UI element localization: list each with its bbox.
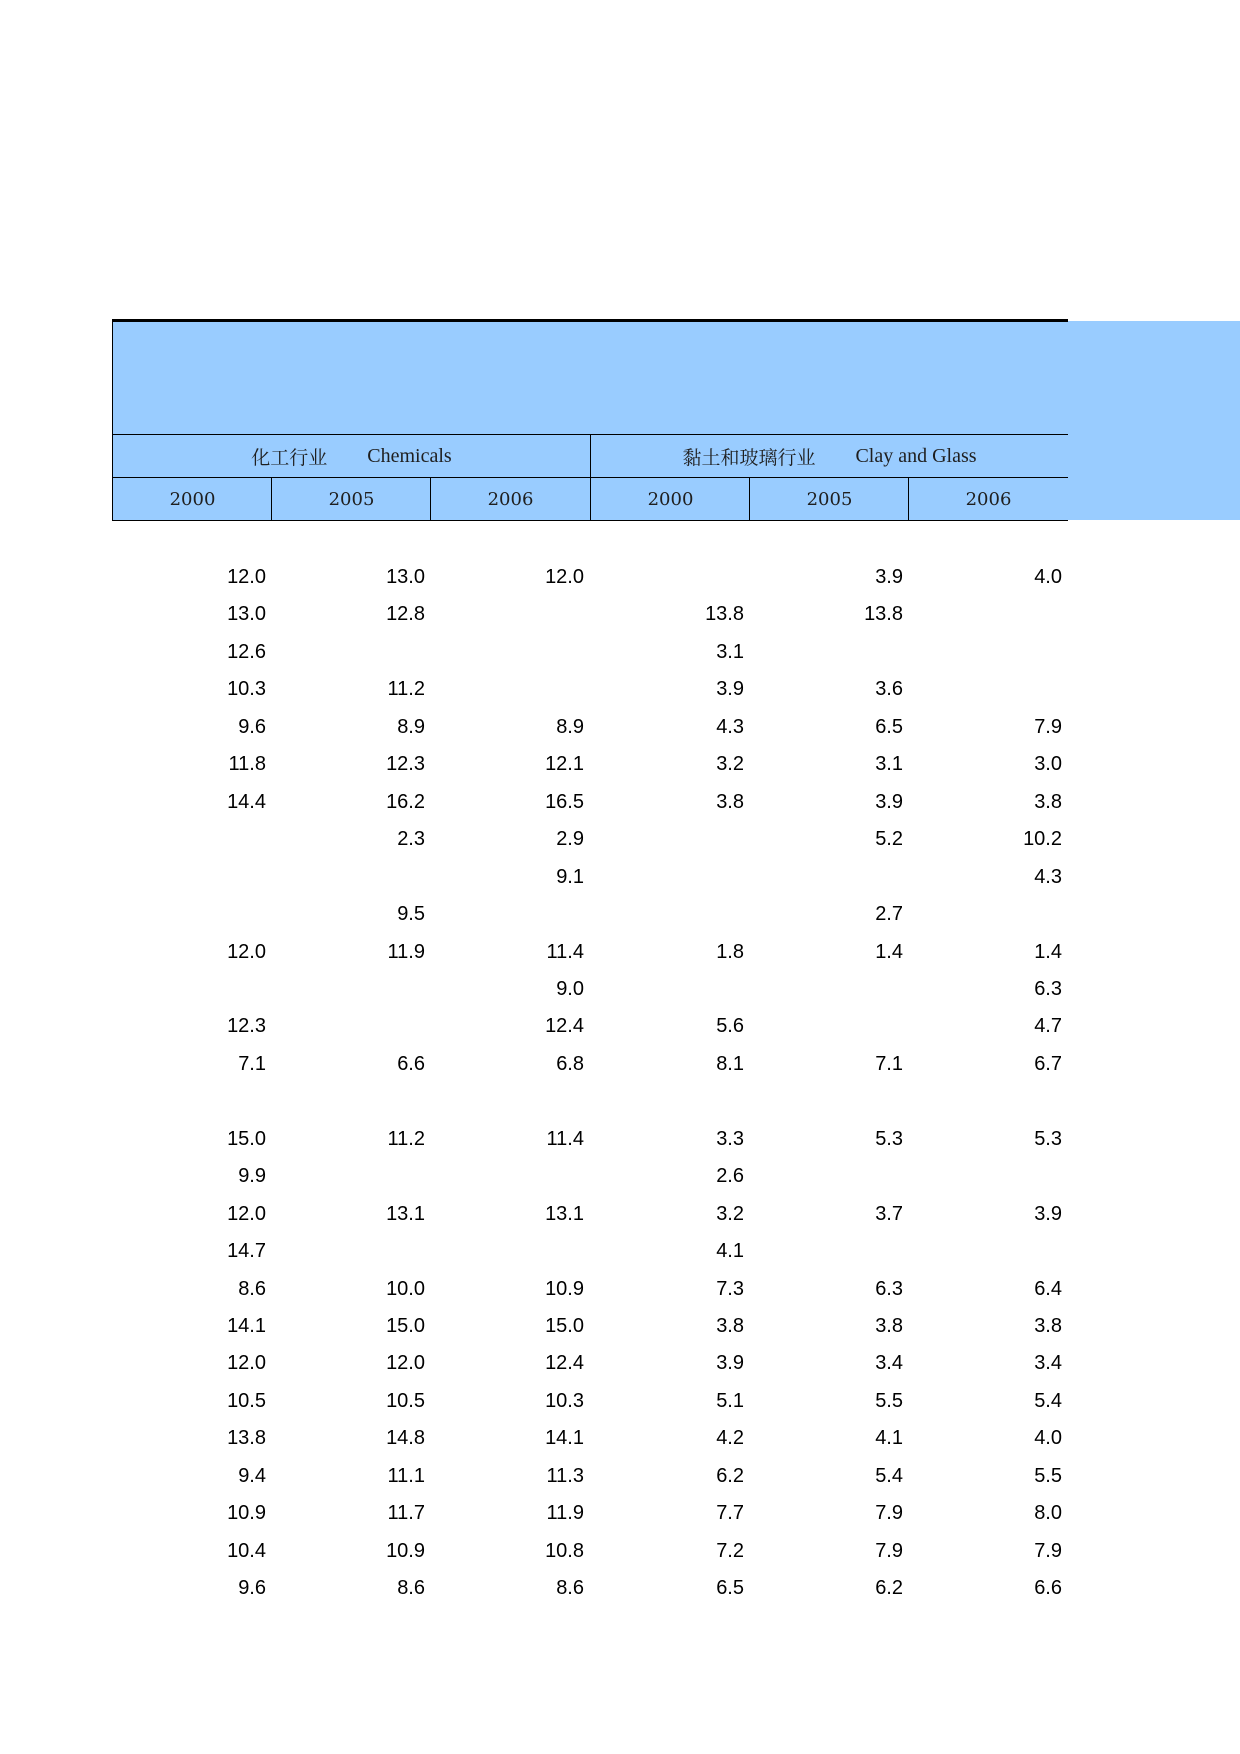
year-header-cell: 2000 [169, 488, 216, 510]
table-cell: 11.2 [387, 1127, 425, 1150]
table-cell: 12.3 [386, 753, 425, 776]
year-column-divider [749, 477, 750, 520]
table-cell: 10.9 [386, 1539, 425, 1562]
table-cell: 13.8 [864, 603, 903, 626]
year-column-divider [908, 477, 909, 520]
table-cell: 12.4 [545, 1015, 584, 1038]
table-cell: 6.3 [875, 1277, 903, 1300]
table-cell: 5.2 [875, 828, 903, 851]
table-cell: 3.2 [716, 1202, 744, 1225]
table-cell: 11.9 [387, 940, 425, 963]
table-cell: 10.4 [227, 1539, 266, 1562]
table-cell: 11.4 [546, 940, 584, 963]
table-cell: 13.0 [227, 603, 266, 626]
table-cell: 11.7 [387, 1502, 425, 1525]
table-cell: 5.6 [716, 1015, 744, 1038]
table-cell: 7.9 [875, 1502, 903, 1525]
table-cell: 5.4 [875, 1464, 903, 1487]
table-cell: 16.2 [386, 790, 425, 813]
table-cell: 7.7 [716, 1502, 744, 1525]
group-zh-label: 化工行业 [251, 446, 328, 469]
table-cell: 3.9 [875, 566, 903, 588]
table-cell: 11.9 [546, 1502, 584, 1525]
table-cell: 15.0 [227, 1127, 266, 1150]
table-cell: 12.1 [545, 753, 584, 776]
table-cell: 10.9 [545, 1277, 584, 1300]
table-cell: 6.5 [875, 715, 903, 738]
table-cell: 5.1 [716, 1389, 744, 1412]
table-cell: 5.4 [1034, 1389, 1062, 1412]
table-cell: 6.2 [875, 1577, 903, 1600]
year-column-divider [430, 477, 431, 520]
table-cell: 14.4 [227, 790, 266, 813]
table-cell: 5.5 [1034, 1464, 1062, 1487]
table-cell: 8.6 [238, 1277, 266, 1300]
table-cell: 5.3 [875, 1127, 903, 1150]
table-cell: 8.1 [716, 1052, 744, 1075]
table-cell: 12.4 [545, 1352, 584, 1375]
table-cell: 6.2 [716, 1464, 744, 1487]
table-cell: 10.3 [545, 1389, 584, 1412]
table-cell: 1.4 [1034, 940, 1062, 963]
table-cell: 9.9 [238, 1165, 266, 1188]
group-header-chemicals [113, 435, 590, 477]
table-cell: 3.9 [716, 678, 744, 701]
table-cell: 14.7 [227, 1240, 266, 1263]
table-cell: 16.5 [545, 790, 584, 813]
table-cell: 2.9 [556, 828, 584, 851]
table-cell: 6.4 [1034, 1277, 1062, 1300]
year-header-cell: 2006 [487, 488, 534, 510]
table-cell: 7.2 [716, 1539, 744, 1562]
table-cell: 5.3 [1034, 1127, 1062, 1150]
table-cell: 1.8 [716, 940, 744, 963]
table-cell: 10.8 [545, 1539, 584, 1562]
table-top-border [112, 319, 1068, 322]
table-cell: 4.3 [716, 715, 744, 738]
table-cell: 13.8 [705, 603, 744, 626]
year-column-divider [590, 477, 591, 520]
table-cell: 6.3 [1034, 977, 1062, 1000]
table-cell: 12.8 [386, 603, 425, 626]
table-cell: 8.9 [397, 715, 425, 738]
table-cell: 12.0 [227, 566, 266, 588]
year-column-divider [271, 477, 272, 520]
table-cell: 4.1 [716, 1240, 744, 1263]
group-zh-label: 黏土和玻璃行业 [682, 446, 816, 469]
table-cell: 14.1 [545, 1427, 584, 1450]
table-cell: 11.1 [387, 1464, 425, 1487]
table-cell: 4.3 [1034, 865, 1062, 888]
table-cell: 3.7 [875, 1202, 903, 1225]
table-cell: 14.1 [227, 1315, 266, 1337]
table-cell: 13.1 [386, 1202, 425, 1225]
table-cell: 2.3 [397, 828, 425, 851]
table-cell: 12.6 [227, 640, 266, 663]
year-header-cell: 2005 [806, 488, 853, 510]
table-cell: 7.1 [238, 1052, 266, 1075]
table-cell: 3.3 [716, 1127, 744, 1150]
table-cell: 11.4 [546, 1127, 584, 1150]
table-cell: 3.4 [875, 1352, 903, 1375]
table-cell: 7.3 [716, 1277, 744, 1300]
table-cell: 9.0 [556, 977, 584, 1000]
table-cell: 4.7 [1034, 1015, 1062, 1038]
table-cell: 4.0 [1034, 566, 1062, 588]
table-cell: 4.0 [1034, 1427, 1062, 1450]
table-cell: 3.8 [1034, 1315, 1062, 1337]
table-cell: 11.2 [387, 678, 425, 701]
year-header-cell: 2005 [328, 488, 375, 510]
table-cell: 3.8 [875, 1315, 903, 1337]
table-cell: 6.8 [556, 1052, 584, 1075]
table-cell: 10.3 [227, 678, 266, 701]
table-cell: 12.0 [545, 566, 584, 588]
table-cell: 7.1 [875, 1052, 903, 1075]
table-cell: 7.9 [875, 1539, 903, 1562]
table-cell: 3.8 [716, 1315, 744, 1337]
table-cell: 10.2 [1023, 828, 1062, 851]
table-cell: 2.7 [875, 903, 903, 926]
table-cell: 8.9 [556, 715, 584, 738]
table-cell: 12.3 [227, 1015, 266, 1038]
table-cell: 2.6 [716, 1165, 744, 1188]
group-en-label: Chemicals [367, 444, 452, 467]
table-cell: 6.5 [716, 1577, 744, 1600]
table-cell: 12.0 [227, 1352, 266, 1375]
table-cell: 10.0 [386, 1277, 425, 1300]
table-cell: 13.1 [545, 1202, 584, 1225]
table-cell: 3.0 [1034, 753, 1062, 776]
group-header-clay-glass [591, 435, 1068, 477]
table-cell: 14.8 [386, 1427, 425, 1450]
year-header-cell: 2000 [647, 488, 694, 510]
table-cell: 7.9 [1034, 715, 1062, 738]
group-en-label: Clay and Glass [855, 444, 977, 467]
table-cell: 1.4 [875, 940, 903, 963]
table-cell: 12.0 [227, 1202, 266, 1225]
table-cell: 3.1 [716, 640, 744, 663]
table-cell: 11.3 [546, 1464, 584, 1487]
table-cell: 11.8 [228, 753, 266, 776]
table-cell: 6.6 [1034, 1577, 1062, 1600]
table-cell: 9.1 [556, 865, 584, 888]
table-cell: 3.1 [875, 753, 903, 776]
table-cell: 4.2 [716, 1427, 744, 1450]
table-cell: 5.5 [875, 1389, 903, 1412]
table-cell: 3.6 [875, 678, 903, 701]
table-cell: 3.2 [716, 753, 744, 776]
table-cell: 13.0 [386, 566, 425, 588]
table-cell: 3.8 [1034, 790, 1062, 813]
table-cell: 4.1 [875, 1427, 903, 1450]
table-cell: 9.6 [238, 715, 266, 738]
header-bottom-border [112, 520, 1068, 521]
table-cell: 3.9 [716, 1352, 744, 1375]
table-cell: 13.8 [227, 1427, 266, 1450]
table-cell: 15.0 [545, 1315, 584, 1337]
table-cell: 10.5 [227, 1389, 266, 1412]
table-cell: 8.6 [397, 1577, 425, 1600]
table-cell: 15.0 [386, 1315, 425, 1337]
table-cell: 9.4 [238, 1464, 266, 1487]
table-cell: 10.5 [386, 1389, 425, 1412]
table-cell: 3.9 [1034, 1202, 1062, 1225]
table-cell: 9.6 [238, 1577, 266, 1600]
table-cell: 8.6 [556, 1577, 584, 1600]
year-header-cell: 2006 [965, 488, 1012, 510]
table-cell: 12.0 [386, 1352, 425, 1375]
table-cell: 12.0 [227, 940, 266, 963]
table-cell: 3.8 [716, 790, 744, 813]
table-cell: 6.6 [397, 1052, 425, 1075]
table-cell: 6.7 [1034, 1052, 1062, 1075]
table-cell: 9.5 [397, 903, 425, 926]
table-cell: 3.4 [1034, 1352, 1062, 1375]
table-cell: 8.0 [1034, 1502, 1062, 1525]
table-cell: 10.9 [227, 1502, 266, 1525]
table-cell: 7.9 [1034, 1539, 1062, 1562]
table-cell: 3.9 [875, 790, 903, 813]
